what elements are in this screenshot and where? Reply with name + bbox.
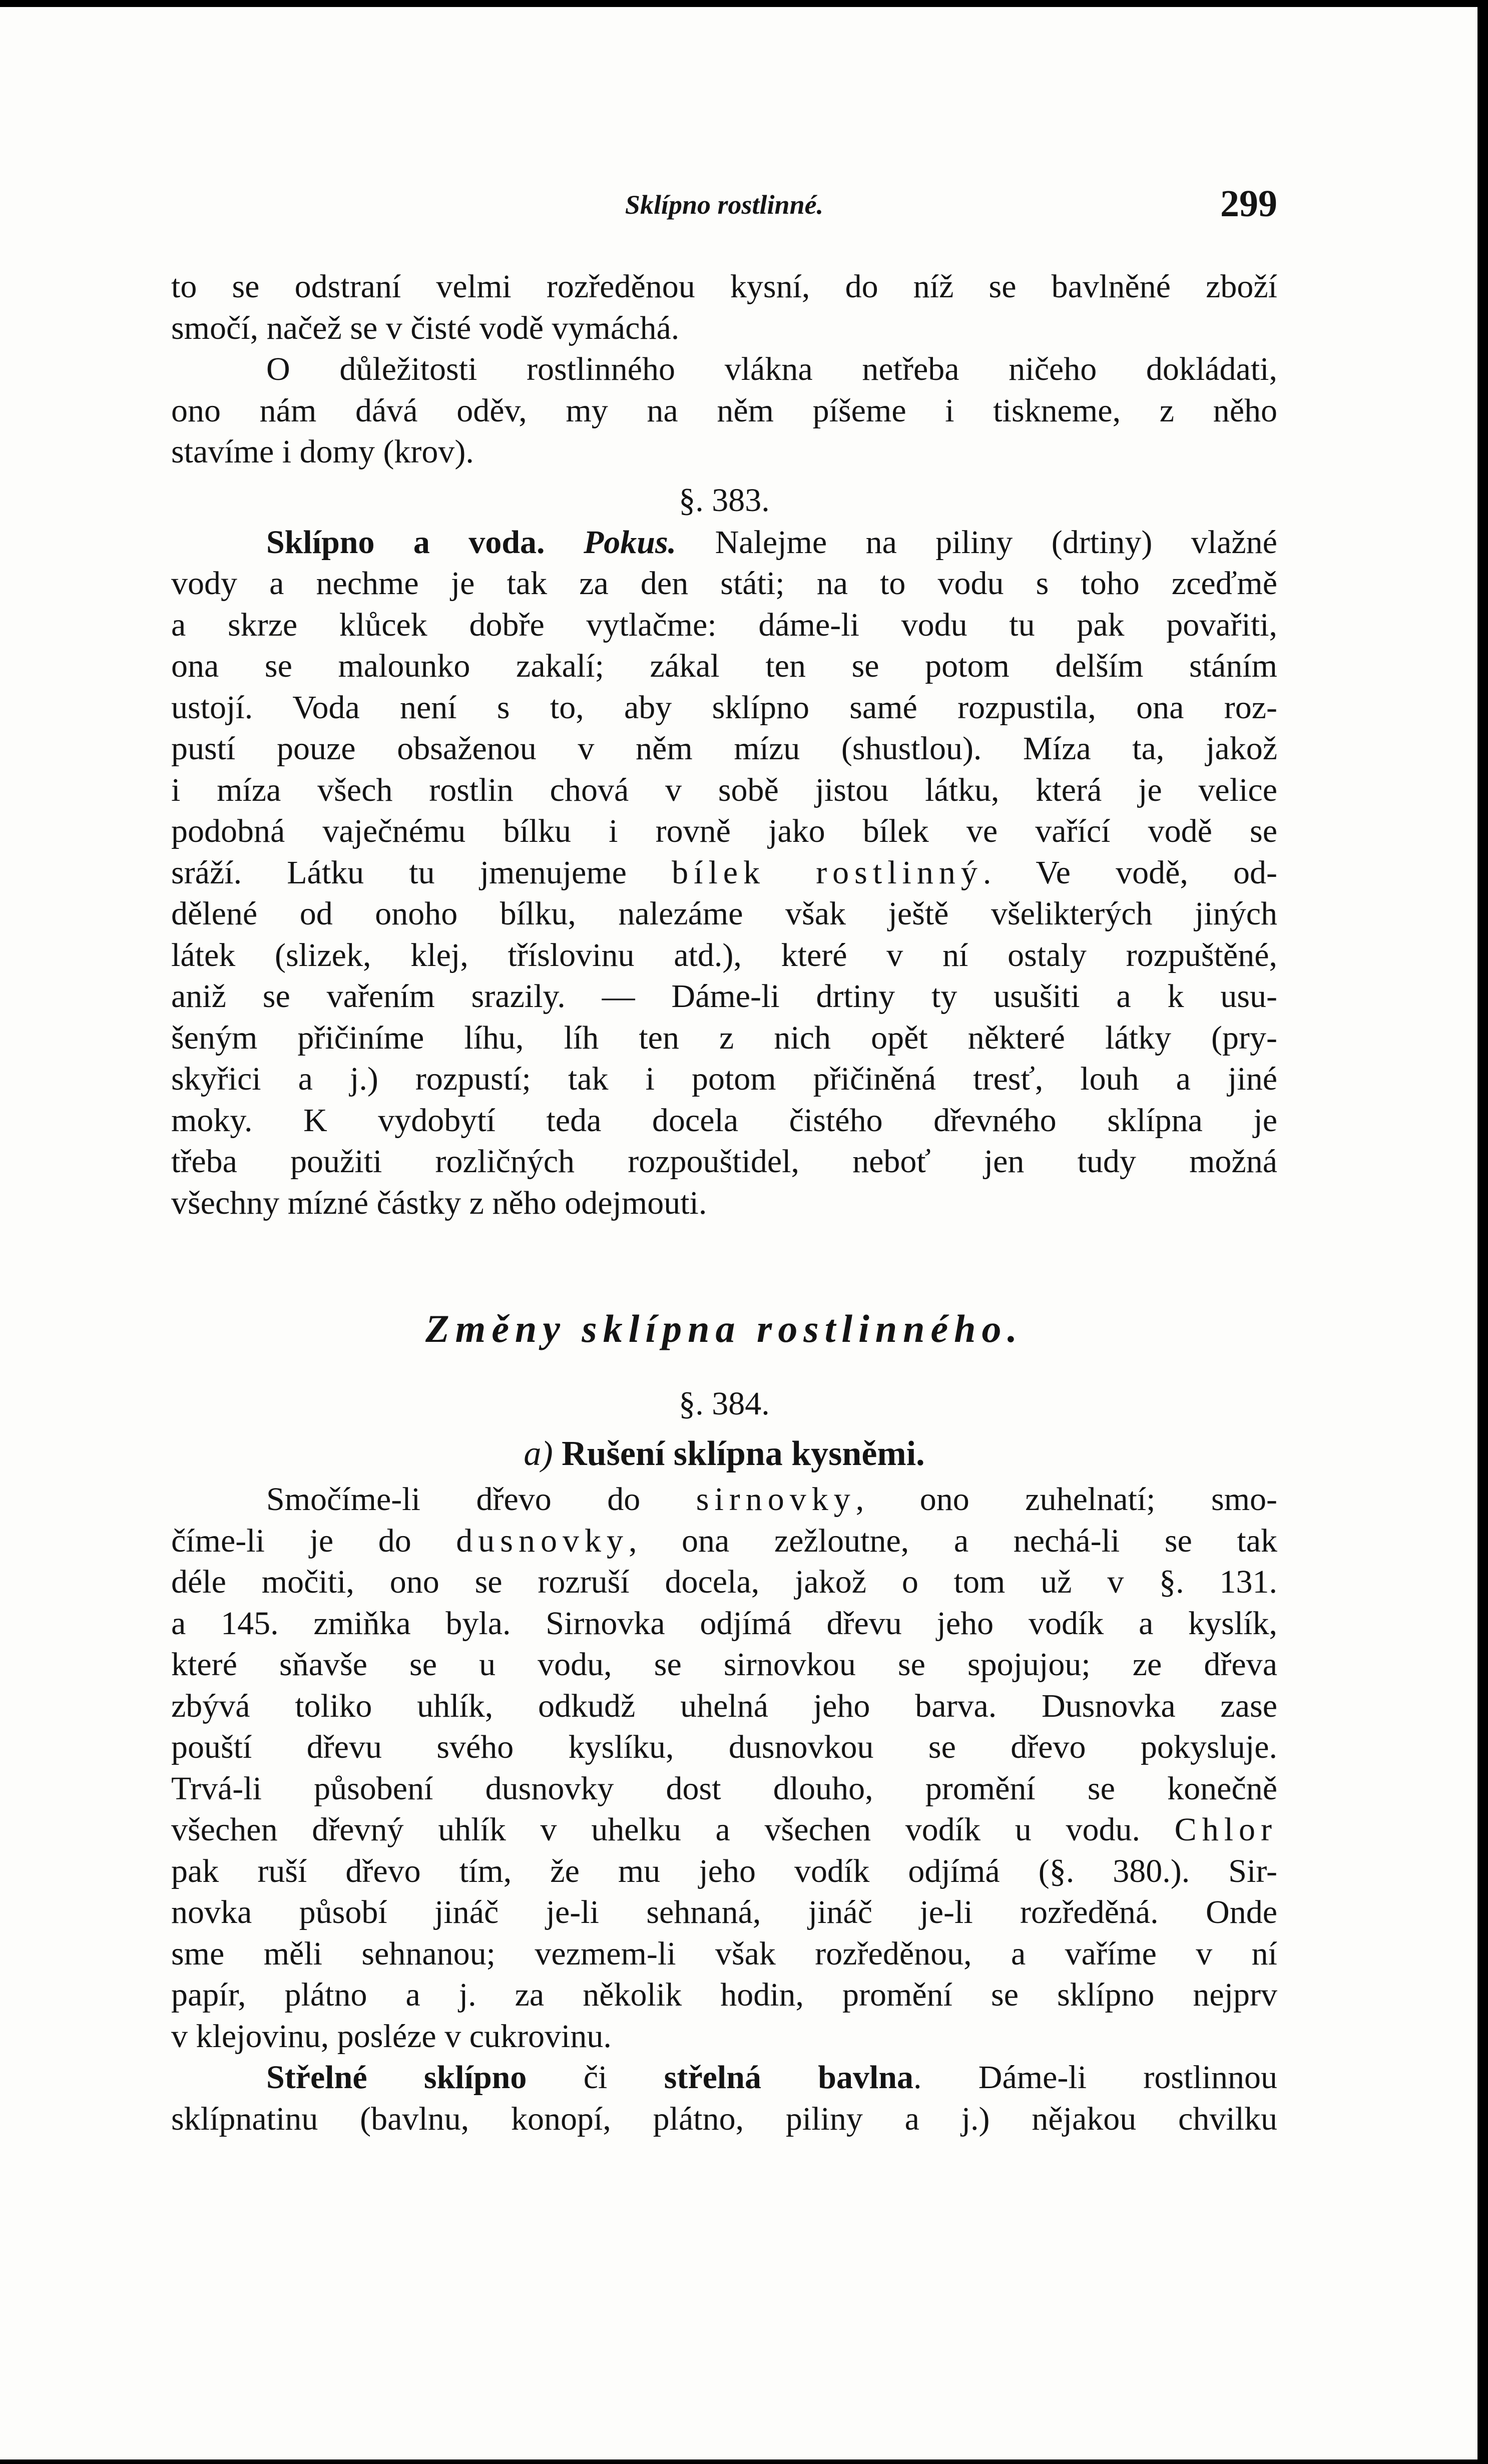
bold-heading: Sklípno a voda. [266, 524, 545, 561]
text-line: které sňavše se u vodu, se sirnovkou se spojujou; ze dřeva [171, 1646, 1277, 1683]
text-line [171, 522, 1277, 564]
text-line: papír, plátno a j. za několik hodin, promění se sklípno nejprv [171, 1977, 1277, 2013]
text-line: O důležitosti rostlinného vlákna netřeba ničeho dokládati, [266, 351, 1277, 387]
text-run: či [583, 2059, 608, 2096]
text-run: všechen dřevný uhlík v uhelku a všechen vodík u vodu. [171, 1811, 1140, 1848]
text-line: sklípnatinu (bavlnu, konopí, plátno, piliny a j.) nějakou chvilku [171, 2100, 1277, 2137]
text-line: všechny mízné částky z něho odejmouti. [171, 1184, 707, 1221]
text-line: pustí pouze obsaženou v něm mízu (shustlou). Míza ta, jakož [171, 730, 1277, 767]
text-line [171, 2057, 1277, 2099]
spacer [171, 1224, 1277, 1299]
text-line: pak ruší dřevo tím, že mu jeho vodík odjímá (§. 380.). Sir- [171, 1852, 1277, 1889]
text-line: smočí, načež se v čisté vodě vymáchá. [171, 309, 680, 346]
section-number: §. 383. [679, 481, 770, 519]
subsection-title: Rušení sklípna kysněmi. [562, 1434, 925, 1473]
spaced-term: sirnovky [696, 1481, 856, 1518]
text-line: sme měli sehnanou; vezmem-li však rozředěnou, a vaříme v ní [171, 1935, 1277, 1972]
bold-heading: Střelné sklípno [266, 2059, 527, 2096]
text-line: déle močiti, ono se rozruší docela, jakož o tom už v §. 131. [171, 1564, 1277, 1600]
text-run: Smočíme-li dřevo do [266, 1481, 641, 1518]
text-line: dělené od onoho bílku, nalezáme však ještě všelikterých jiných [171, 895, 1277, 932]
text-line: zbývá toliko uhlík, odkudž uhelná jeho barva. Dusnovka zase [171, 1687, 1277, 1724]
text-line: v klejovinu, posléze v cukrovinu. [171, 2018, 612, 2055]
spaced-term: Chlor [1174, 1811, 1278, 1848]
body-text [171, 266, 1277, 2140]
text-line: ustojí. Voda není s to, aby sklípno samé rozpustila, ona roz- [171, 689, 1277, 726]
text-run: číme-li je do [171, 1522, 411, 1559]
running-title: Sklípno rostlinné. [625, 190, 824, 220]
text-line: a skrze klůcek dobře vytlačme: dáme-li vodu tu pak povařiti, [171, 606, 1277, 643]
spacer [171, 1359, 1277, 1379]
text-run: , ono zuhelnatí; smo- [855, 1481, 1278, 1518]
text-line: a 145. zmiňka byla. Sirnovka odjímá dřevu jeho vodík a kyslík, [171, 1605, 1277, 1642]
spaced-term: bílek rostlinný [672, 854, 983, 891]
text-line [171, 1521, 1277, 1562]
section-number: §. 384. [679, 1385, 770, 1422]
text-line [171, 1809, 1277, 1851]
text-run: . Ve vodě, od- [982, 854, 1277, 891]
text-line: podobná vaječnému bílku i rovně jako bílek ve vařící vodě se [171, 813, 1277, 849]
text-line: stavíme i domy (krov). [171, 433, 474, 470]
text-line: novka působí jináč je-li sehnaná, jináč je-li rozředěná. Onde [171, 1894, 1277, 1930]
text-line: třeba použiti rozličných rozpouštidel, neboť jen tudy možná [171, 1143, 1277, 1180]
subsection-letter: a) [524, 1434, 553, 1473]
page-sheet [0, 7, 1477, 2459]
text-run: . Dáme-li rostlinnou [913, 2059, 1278, 2096]
italic-heading: Pokus. [583, 524, 677, 561]
text-run: sráží. Látku tu jmenujeme [171, 854, 627, 891]
text-line: látek (slizek, klej, tříslovinu atd.), které v ní ostaly rozpuštěné, [171, 936, 1277, 973]
text-line: i míza všech rostlin chová v sobě jistou látku, která je velice [171, 771, 1277, 808]
text-line: šeným přičiníme líhu, líh ten z nich opět některé látky (pry- [171, 1019, 1277, 1056]
text-line: moky. K vydobytí teda docela čistého dřevného sklípna je [171, 1102, 1277, 1139]
text-line: ona se malounko zakalí; zákal ten se potom delším stáním [171, 648, 1277, 684]
page-number: 299 [1220, 183, 1277, 225]
text-line [171, 852, 1277, 894]
text-line: skyřici a j.) rozpustí; tak i potom přičiněná tresť, louh a jiné [171, 1061, 1277, 1097]
text-line: ono nám dává oděv, my na něm píšeme i tiskneme, z něho [171, 392, 1277, 429]
spaced-term: dusnovky [456, 1522, 629, 1559]
section-title: Změny sklípna rostlinného. [425, 1307, 1023, 1350]
subsection-heading [171, 1429, 1277, 1479]
text-line [171, 1479, 1277, 1521]
text-run: , ona zežloutne, a nechá-li se tak [628, 1522, 1277, 1559]
text-line: vody a nechme je tak za den státi; na to vodu s toho zceďmě [171, 565, 1277, 602]
text-run: Nalejme na piliny (drtiny) vlažné [715, 524, 1277, 561]
text-line: pouští dřevu svého kyslíku, dusnovkou se dřevo pokysluje. [171, 1729, 1277, 1765]
bold-heading: střelná bavlna [664, 2059, 913, 2096]
text-line: aniž se vařením srazily. — Dáme-li drtiny ty usušiti a k usu- [171, 978, 1277, 1015]
text-line: Trvá-li působení dusnovky dost dlouho, promění se konečně [171, 1770, 1277, 1807]
page-header [171, 182, 1277, 232]
text-line: to se odstraní velmi rozředěnou kysní, do níž se bavlněné zboží [171, 268, 1277, 305]
